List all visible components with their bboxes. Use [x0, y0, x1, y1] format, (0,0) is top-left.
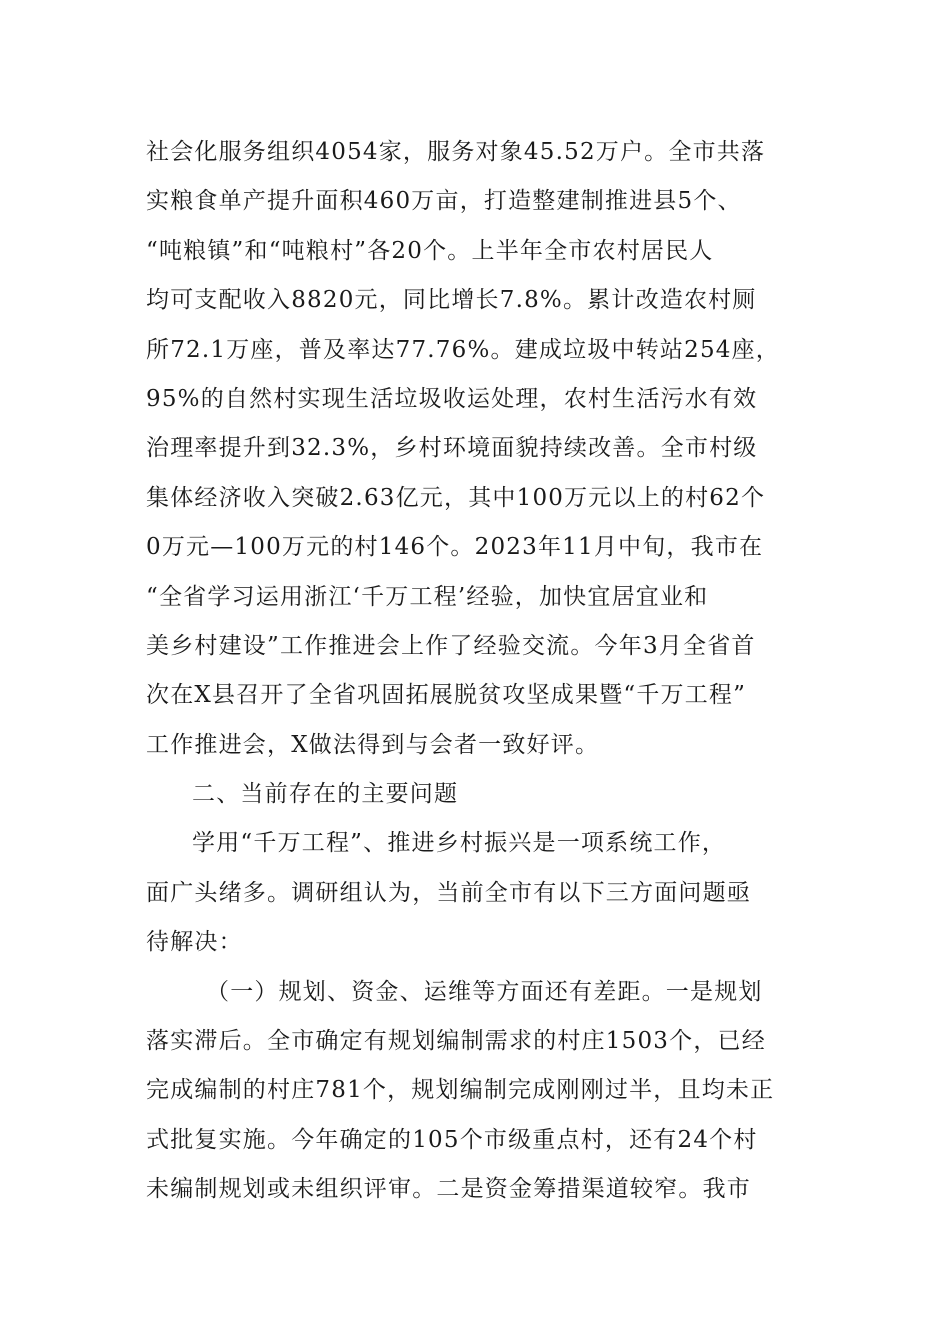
text-line: “吨粮镇”和“吨粮村”各20个。上半年全市农村居民人	[146, 237, 714, 264]
subsection-start: （一）规划、资金、运维等方面还有差距。一是规划	[206, 978, 763, 1005]
text-line: 待解决：	[146, 929, 243, 956]
text-line: “全省学习运用浙江‘千万工程’经验，加快宜居宜业和	[146, 583, 709, 610]
text-line: 社会化服务组织4054家，服务对象45.52万户。全市共落	[146, 139, 766, 165]
text-line: 工作推进会，X做法得到与会者一致好评。	[146, 731, 600, 758]
text-line: 治理率提升到32.3%，乡村环境面貌持续改善。全市村级	[146, 435, 758, 462]
text-line: 95%的自然村实现生活垃圾收运处理，农村生活污水有效	[146, 385, 758, 412]
text-line: 美乡村建设”工作推进会上作了经验交流。今年3月全省首	[146, 632, 756, 659]
text-line: 落实滞后。全市确定有规划编制需求的村庄1503个，已经	[146, 1028, 766, 1055]
text-line: 均可支配收入8820元，同比增长7.8%。累计改造农村厕	[146, 287, 757, 314]
text-line: 未编制规划或未组织评审。二是资金筹措渠道较窄。我市	[146, 1176, 751, 1203]
paragraph-start: 学用“千万工程”、推进乡村振兴是一项系统工作，	[192, 830, 727, 857]
text-line: 完成编制的村庄781个，规划编制完成刚刚过半，且均未正	[146, 1077, 775, 1104]
text-line: 所72.1万座，普及率达77.76%。建成垃圾中转站254座，	[146, 336, 781, 363]
section-heading: 二、当前存在的主要问题	[192, 781, 459, 808]
text-line: 实粮食单产提升面积460万亩，打造整建制推进县5个、	[146, 188, 742, 215]
text-line: 0万元—100万元的村146个。2023年11月中旬，我市在	[146, 534, 764, 561]
text-line: 集体经济收入突破2.63亿元，其中100万元以上的村62个	[146, 484, 766, 511]
text-line: 次在X县召开了全省巩固拓展脱贫攻坚成果暨“千万工程”	[146, 682, 747, 709]
text-line: 面广头绪多。调研组认为，当前全市有以下三方面问题亟	[146, 879, 751, 906]
document-body	[146, 128, 806, 1215]
text-line: 式批复实施。今年确定的105个市级重点村，还有24个村	[146, 1126, 758, 1153]
